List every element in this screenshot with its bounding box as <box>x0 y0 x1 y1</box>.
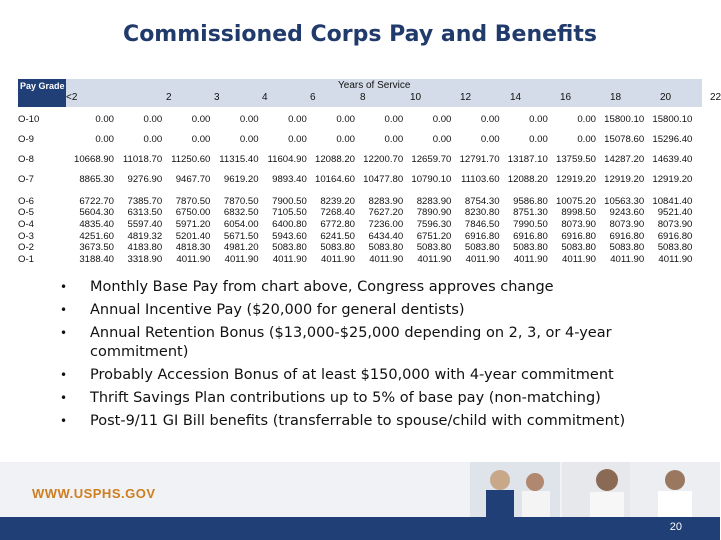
pay-value-cell: 6750.00 <box>175 207 211 218</box>
pay-value-cell: 7990.50 <box>513 219 548 230</box>
pay-value-cell: 7596.30 <box>416 219 452 230</box>
pay-value-cell: 5083.80 <box>320 242 355 253</box>
pay-grade-cell: O-7 <box>18 174 34 185</box>
pay-value-cell: 0.00 <box>143 114 163 125</box>
year-column-header: 10 <box>410 92 422 103</box>
pay-value-cell: 10563.30 <box>604 196 645 207</box>
benefit-item <box>60 389 660 408</box>
pay-value-cell: 5083.80 <box>561 242 596 253</box>
year-column-header: 12 <box>460 92 472 103</box>
benefit-text: Monthly Base Pay from chart above, Congress approves change <box>90 279 554 295</box>
year-column-header: 22 <box>710 92 721 103</box>
pay-value-cell: 0.00 <box>529 134 548 145</box>
benefit-item <box>60 324 660 362</box>
pay-value-cell: 5083.80 <box>416 242 452 253</box>
slide-title: Commissioned Corps Pay and Benefits <box>123 22 597 47</box>
pay-table <box>18 79 721 265</box>
pay-value-cell: 10075.20 <box>555 196 596 207</box>
year-column-header: 2 <box>166 92 172 103</box>
year-column-header: 14 <box>510 92 522 103</box>
pay-value-cell: 4011.90 <box>513 254 548 265</box>
pay-value-cell: 6054.00 <box>223 219 259 230</box>
year-column-header: 16 <box>560 92 572 103</box>
pay-value-cell: 4011.90 <box>176 254 211 265</box>
pay-value-cell: 0.00 <box>143 134 163 145</box>
pay-value-cell: 8754.30 <box>464 196 500 207</box>
benefit-text: Post-9/11 GI Bill benefits (transferrable to spouse/child with commitment) <box>90 413 626 429</box>
pay-value-cell: 9521.40 <box>657 207 693 218</box>
year-column-header: 18 <box>610 92 622 103</box>
pay-value-cell: 0.00 <box>480 134 500 145</box>
pay-value-cell: 13187.10 <box>507 154 548 165</box>
pay-value-cell: 10477.80 <box>363 174 404 185</box>
pay-value-cell: 9467.70 <box>175 174 211 185</box>
pay-value-cell: 6400.80 <box>272 219 307 230</box>
pay-value-cell: 8230.80 <box>464 207 500 218</box>
year-columns <box>66 92 721 106</box>
pay-value-cell: 12919.20 <box>652 174 693 185</box>
pay-value-cell: 0.00 <box>191 114 211 125</box>
benefit-text: Annual Incentive Pay ($20,000 for general dentists) <box>90 302 465 318</box>
pay-value-cell: 5201.40 <box>175 231 211 242</box>
pay-value-cell: 0.00 <box>288 134 307 145</box>
pay-value-cell: 12200.70 <box>363 154 404 165</box>
pay-value-cell: 6241.50 <box>320 231 355 242</box>
pay-value-cell: 9276.90 <box>127 174 163 185</box>
pay-value-cell: 4011.90 <box>465 254 500 265</box>
pay-value-cell: 7890.90 <box>416 207 452 218</box>
pay-value-cell: 15800.10 <box>652 114 693 125</box>
pay-value-cell: 0.00 <box>95 134 114 145</box>
pay-value-cell: 0.00 <box>480 114 500 125</box>
officer-photo-1 <box>470 462 560 518</box>
bullet-icon: • <box>60 414 68 428</box>
pay-grade-cell: O-3 <box>18 231 34 242</box>
pay-value-cell: 15800.10 <box>604 114 645 125</box>
pay-value-cell: 11250.60 <box>171 154 211 165</box>
benefits-list <box>60 278 660 435</box>
pay-value-cell: 0.00 <box>432 134 452 145</box>
pay-value-cell: 6772.80 <box>320 219 355 230</box>
pay-value-cell: 7385.70 <box>127 196 163 207</box>
pay-value-cell: 11604.90 <box>267 154 307 165</box>
pay-value-cell: 11103.60 <box>461 174 500 185</box>
pay-grade-cell: O-4 <box>18 219 34 230</box>
pay-value-cell: 6916.80 <box>609 231 645 242</box>
pay-value-cell: 10841.40 <box>652 196 693 207</box>
year-column-header: 3 <box>214 92 220 103</box>
pay-value-cell: 0.00 <box>336 114 355 125</box>
pay-value-cell: 7846.50 <box>464 219 500 230</box>
pay-value-cell: 5971.20 <box>175 219 211 230</box>
benefit-item <box>60 301 660 320</box>
pay-value-cell: 0.00 <box>577 134 596 145</box>
pay-value-cell: 12919.20 <box>555 174 596 185</box>
pay-value-cell: 7627.20 <box>368 207 404 218</box>
pay-grade-cell: O-2 <box>18 242 34 253</box>
pay-grade-header: Pay Grade <box>18 79 66 107</box>
pay-grade-cell: O-8 <box>18 154 34 165</box>
pay-value-cell: 10790.10 <box>411 174 452 185</box>
pay-value-cell: 4011.90 <box>369 254 404 265</box>
pay-value-cell: 5083.80 <box>272 242 307 253</box>
pay-value-cell: 12919.20 <box>604 174 645 185</box>
pay-value-cell: 7236.00 <box>368 219 404 230</box>
pay-value-cell: 6313.50 <box>127 207 163 218</box>
year-column-header: 8 <box>360 92 366 103</box>
year-column-header: 4 <box>262 92 268 103</box>
pay-value-cell: 0.00 <box>432 114 452 125</box>
pay-value-cell: 6916.80 <box>561 231 596 242</box>
pay-grade-cell: O-6 <box>18 196 34 207</box>
pay-value-cell: 0.00 <box>191 134 211 145</box>
bullet-icon: • <box>60 303 68 317</box>
year-column-header: <2 <box>66 92 78 103</box>
pay-value-cell: 8073.90 <box>657 219 693 230</box>
pay-value-cell: 7268.40 <box>320 207 355 218</box>
pay-value-cell: 4835.40 <box>79 219 114 230</box>
pay-value-cell: 13759.50 <box>555 154 596 165</box>
table-header <box>18 79 721 107</box>
pay-value-cell: 11018.70 <box>122 154 163 165</box>
year-column-header: 6 <box>310 92 316 103</box>
benefit-item <box>60 366 660 385</box>
pay-value-cell: 5597.40 <box>127 219 163 230</box>
officer-photo-3 <box>630 462 720 518</box>
pay-value-cell: 6751.20 <box>416 231 452 242</box>
pay-value-cell: 0.00 <box>239 134 259 145</box>
bullet-icon: • <box>60 326 68 340</box>
pay-value-cell: 14639.40 <box>652 154 693 165</box>
pay-value-cell: 9586.80 <box>513 196 548 207</box>
benefit-item <box>60 412 660 431</box>
pay-value-cell: 6722.70 <box>79 196 114 207</box>
pay-value-cell: 4011.90 <box>658 254 693 265</box>
pay-value-cell: 4819.32 <box>127 231 163 242</box>
pay-value-cell: 5671.50 <box>223 231 259 242</box>
pay-value-cell: 15296.40 <box>652 134 693 145</box>
bullet-icon: • <box>60 368 68 382</box>
pay-value-cell: 11315.40 <box>219 154 259 165</box>
pay-value-cell: 8283.90 <box>416 196 452 207</box>
pay-value-cell: 5083.80 <box>609 242 645 253</box>
pay-value-cell: 3318.90 <box>127 254 163 265</box>
pay-value-cell: 4011.90 <box>562 254 596 265</box>
pay-value-cell: 12088.20 <box>507 174 548 185</box>
pay-value-cell: 5604.30 <box>79 207 114 218</box>
benefit-item <box>60 278 660 297</box>
pay-value-cell: 5083.80 <box>513 242 548 253</box>
pay-value-cell: 10668.90 <box>73 154 114 165</box>
pay-value-cell: 14287.20 <box>604 154 645 165</box>
pay-value-cell: 8283.90 <box>368 196 404 207</box>
pay-value-cell: 8865.30 <box>79 174 114 185</box>
pay-grade-cell: O-9 <box>18 134 34 145</box>
benefit-text: Probably Accession Bonus of at least $150,000 with 4-year commitment <box>90 367 614 383</box>
pay-value-cell: 5083.80 <box>657 242 693 253</box>
pay-value-cell: 5083.80 <box>368 242 404 253</box>
pay-value-cell: 9243.60 <box>609 207 645 218</box>
pay-value-cell: 4011.90 <box>224 254 259 265</box>
pay-value-cell: 4011.90 <box>417 254 452 265</box>
pay-value-cell: 3673.50 <box>79 242 114 253</box>
pay-value-cell: 0.00 <box>577 114 596 125</box>
years-of-service-header: Years of Service <box>338 80 411 91</box>
pay-value-cell: 4818.30 <box>175 242 211 253</box>
pay-value-cell: 12088.20 <box>314 154 355 165</box>
benefit-text: Thrift Savings Plan contributions up to 5% of base pay (non-matching) <box>90 390 601 406</box>
pay-grade-cell: O-1 <box>18 254 34 265</box>
pay-value-cell: 0.00 <box>239 114 259 125</box>
pay-value-cell: 6916.80 <box>464 231 500 242</box>
pay-value-cell: 6916.80 <box>657 231 693 242</box>
bullet-icon: • <box>60 391 68 405</box>
pay-value-cell: 0.00 <box>384 114 404 125</box>
pay-grade-cell: O-5 <box>18 207 34 218</box>
pay-value-cell: 4011.90 <box>321 254 355 265</box>
footer-bar <box>0 517 720 540</box>
pay-value-cell: 5943.60 <box>272 231 307 242</box>
pay-value-cell: 7870.50 <box>175 196 211 207</box>
pay-value-cell: 9893.40 <box>272 174 307 185</box>
pay-value-cell: 7900.50 <box>272 196 307 207</box>
pay-value-cell: 4183.80 <box>127 242 163 253</box>
pay-value-cell: 0.00 <box>529 114 548 125</box>
pay-value-cell: 0.00 <box>384 134 404 145</box>
pay-value-cell: 12791.70 <box>459 154 500 165</box>
pay-value-cell: 6832.50 <box>223 207 259 218</box>
pay-value-cell: 9619.20 <box>223 174 259 185</box>
pay-value-cell: 8073.90 <box>609 219 645 230</box>
pay-value-cell: 0.00 <box>95 114 114 125</box>
bullet-icon: • <box>60 280 68 294</box>
pay-value-cell: 7105.50 <box>272 207 307 218</box>
website-url[interactable]: WWW.USPHS.GOV <box>32 486 156 501</box>
pay-value-cell: 8073.90 <box>561 219 596 230</box>
pay-value-cell: 3188.40 <box>79 254 114 265</box>
pay-value-cell: 10164.60 <box>314 174 355 185</box>
page-number: 20 <box>669 521 682 533</box>
pay-value-cell: 4011.90 <box>610 254 645 265</box>
benefit-text: Annual Retention Bonus ($13,000-$25,000 depending on 2, 3, or 4-year commitment) <box>90 325 612 360</box>
pay-value-cell: 0.00 <box>336 134 355 145</box>
pay-value-cell: 4981.20 <box>223 242 259 253</box>
pay-value-cell: 6434.40 <box>368 231 404 242</box>
pay-value-cell: 15078.60 <box>604 134 645 145</box>
pay-value-cell: 7870.50 <box>223 196 259 207</box>
pay-value-cell: 5083.80 <box>464 242 500 253</box>
pay-value-cell: 6916.80 <box>513 231 548 242</box>
pay-grade-cell: O-10 <box>18 114 40 125</box>
pay-value-cell: 8751.30 <box>513 207 548 218</box>
pay-value-cell: 0.00 <box>288 114 307 125</box>
year-column-header: 20 <box>660 92 672 103</box>
pay-value-cell: 8998.50 <box>561 207 596 218</box>
pay-value-cell: 12659.70 <box>411 154 452 165</box>
pay-value-cell: 8239.20 <box>320 196 355 207</box>
pay-value-cell: 4251.60 <box>79 231 114 242</box>
pay-value-cell: 4011.90 <box>272 254 307 265</box>
